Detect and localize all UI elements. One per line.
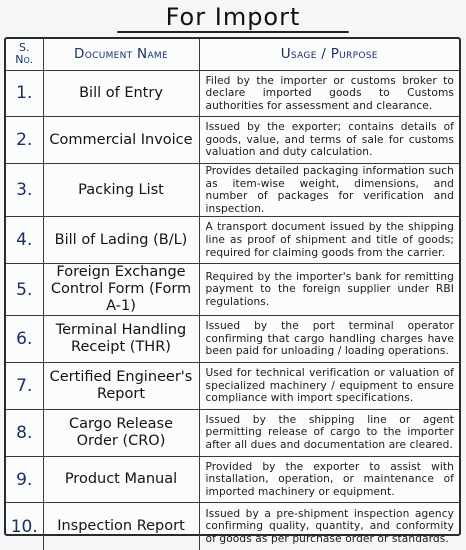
page-title: For Import [165,3,301,31]
row-document-name: Foreign Exchange Control Form (Form A-1) [43,264,199,316]
row-document-name: Cargo Release Order (CRO) [43,409,199,456]
row-serial-number: 7. [6,363,43,410]
header-serial-number-line2: No. [15,53,34,67]
row-usage-purpose: A transport document issued by the shipping line as proof of shipment and title of goods; required for claiming goods from the carrier. [199,217,459,264]
import-documents-table [4,37,461,545]
row-usage-purpose: Required by the importer's bank for remitting payment to the foreign supplier under RBI regulations. [199,264,459,316]
table-row [6,70,459,117]
row-document-name: Certified Engineer's Report [43,363,199,410]
row-serial-number: 10. [6,503,43,550]
row-usage-purpose: Issued by the shipping line or agent permitting release of cargo to the importer after all dues and documentation are cleared. [199,409,459,456]
row-document-name: Product Manual [43,456,199,503]
row-document-name: Inspection Report [43,503,199,550]
table-row [6,164,459,217]
row-serial-number: 5. [6,264,43,316]
row-document-name: Bill of Entry [43,70,199,117]
table-row [6,117,459,164]
table-row [6,217,459,264]
row-usage-purpose: Issued by a pre-shipment inspection agency confirming quality, quantity, and conformity of goods as per purchase order or standards. [199,503,459,550]
row-usage-purpose: Issued by the port terminal operator confirming that cargo handling charges have been paid for unloading / loading operations. [199,316,459,363]
header-usage-purpose: Usage / Purpose [199,39,459,70]
row-usage-purpose: Used for technical verification or valuation of specialized machinery / equipment to ensure compliance with import specifications. [199,363,459,410]
header-serial-number [6,39,43,70]
table-row [6,316,459,363]
table-row [6,456,459,503]
title-underline [117,31,349,33]
row-usage-purpose: Issued by the exporter; contains details of goods, value, and terms of sale for customs valuation and duty calculation. [199,117,459,164]
table-row [6,363,459,410]
row-document-name: Terminal Handling Receipt (THR) [43,316,199,363]
row-serial-number: 2. [6,117,43,164]
row-document-name: Packing List [43,164,199,217]
row-usage-purpose: Provided by the exporter to assist with installation, operation, or maintenance of imported machinery or equipment. [199,456,459,503]
row-serial-number: 1. [6,70,43,117]
row-usage-purpose: Provides detailed packaging information such as item-wise weight, dimensions, and number of packages for verification and inspection. [199,164,459,217]
row-usage-purpose: Filed by the importer or customs broker to declare imported goods to Customs authorities for assessment and clearance. [199,70,459,117]
row-serial-number: 6. [6,316,43,363]
row-serial-number: 3. [6,164,43,217]
documents-table [6,39,459,550]
table-row [6,264,459,316]
row-serial-number: 4. [6,217,43,264]
table-row [6,503,459,550]
table-row [6,409,459,456]
header-serial-number-line1: S. [19,41,30,55]
row-serial-number: 8. [6,409,43,456]
header-document-name: Document Name [43,39,199,70]
row-document-name: Commercial Invoice [43,117,199,164]
row-serial-number: 9. [6,456,43,503]
row-document-name: Bill of Lading (B/L) [43,217,199,264]
table-header-row [6,39,459,70]
